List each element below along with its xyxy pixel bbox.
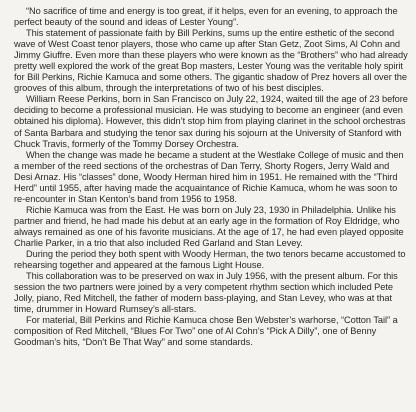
paragraph-esthetic: This statement of passionate faith by Bill Perkins, sums up the entire esthetic of the second wave of West Coast tenor players, those who came up after Stan Getz, Zoot Sims, Al Cohn and Jimmy Giuffre. Even more than these players who were known as the “Brothers” who had already pretty well explored the work of the great Bop masters, Lester Young was the veritable holy spirit for Bill Perkins, Richie Kamuca and some others. The gigantic shadow of Prez hovers all over the grooves of this album, through the interpretations of two of his best disciples. bbox=[14, 28, 408, 94]
paragraph-quote: “No sacrifice of time and energy is too great, if it helps, even for an evening, to approach the perfect beauty of the sound and ideas of Lester Young”. bbox=[14, 6, 398, 28]
paragraph-material: For material, Bill Perkins and Richie Kamuca chose Ben Webster’s warhorse, “Cotton Tail” a composition of Red Mitchell, “Blues For Two” one of Al Cohn’s “Pick A Dilly”, one of Benny Goodman’s hits, “Don’t Be That Way” and some standards. bbox=[14, 315, 398, 348]
paragraph-session: This collaboration was to be preserved on wax in July 1956, with the present album. For this session the two partners were joined by a very competent rhythm section which included Pete Jolly, piano, Red Mitchell, the father of modern bass-playing, and Stan Levey, who was at that time, drummer in Howard Rumsey’s all-stars. bbox=[14, 271, 398, 315]
paragraph-perkins-bio: William Reese Perkins, born in San Francisco on July 22, 1924, waited till the age of 23 before deciding to become a professional musician. He was studying to become an engineer (and even obtained his diploma). However, this didn’t stop him from playing clarinet in the school orchestras of Santa Barbara and studying the tenor sax during his sojourn at the University of Stanford with Chuck Travis, formerly of the Tommy Dorsey Orchestra. bbox=[14, 94, 408, 149]
liner-notes-text bbox=[14, 6, 410, 348]
paragraph-perkins-career: When the change was made he became a student at the Westlake College of music and then a member of the reed sections of the orchestras of Dan Terry, Shorty Rogers, Jerry Wald and Desi Arnaz. His “classes” done, Woody Herman hired him in 1951. He remained with the “Third Herd” until 1955, after having made the acquaintance of Richie Kamuca, whom he was soon to re-encounter in Stan Kenton’s band from 1956 to 1958. bbox=[14, 149, 404, 204]
paragraph-kamuca-bio: Richie Kamuca was from the East. He was born on July 23, 1930 in Philadelphia. Unlike his partner and friend, he had made his debut at an early age in the formation of Roy Eldridge, who always remained as one of his favorite musicians. At the age of 17, he had even played opposite Charlie Parker, in a trio that also included Red Garland and Stan Levey. bbox=[14, 204, 404, 248]
paragraph-herman-period: During the period they both spent with Woody Herman, the two tenors became accustomed to rehearsing together and appeared at the famous Light House. bbox=[14, 249, 406, 271]
